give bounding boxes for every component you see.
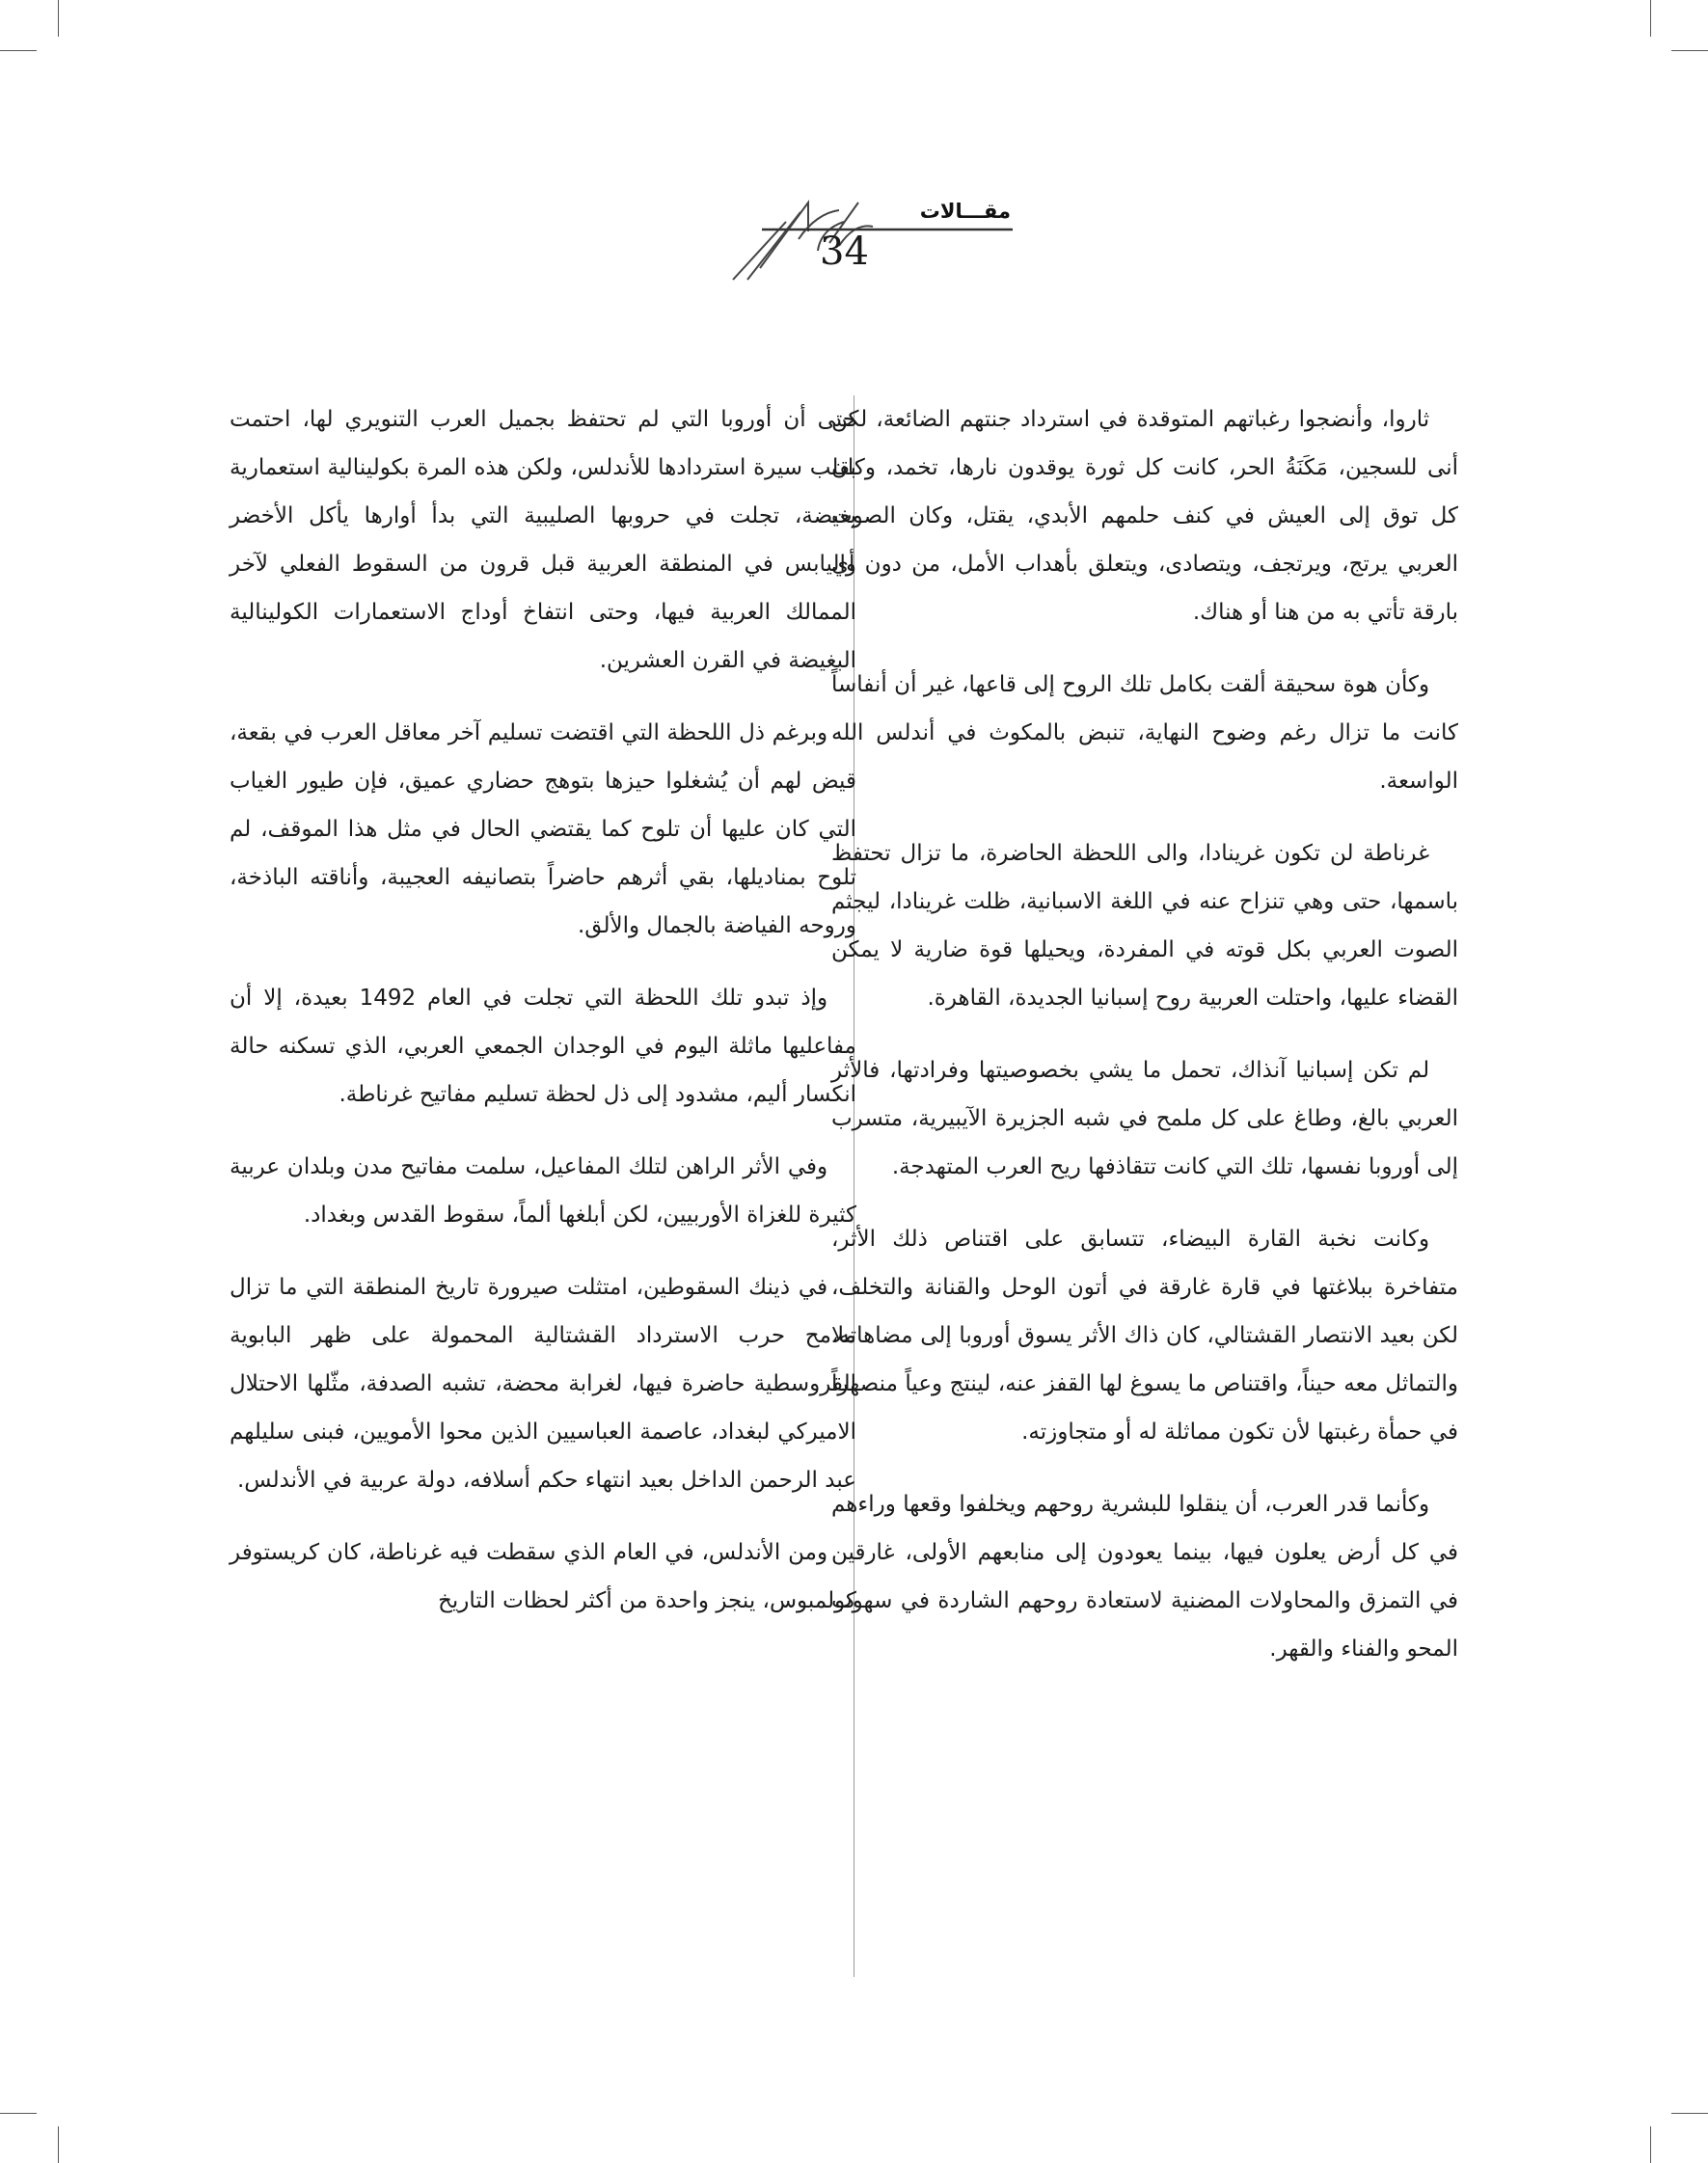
paragraph: في ذينك السقوطين، امتثلت صيرورة تاريخ المنطقة التي ما تزال ملامح حرب الاسترداد القشتالية المحمولة على ظهر البابوية القروسطية حاضرة فيها، لغرابة محضة، تشبه الصدفة، مثّلها الاحتلال الاميركي لبغداد، عاصمة العباسيين الذين محوا الأمويين، فبنى سليلهم عبد الرحمن الداخل بعيد انتهاء حكم أسلافه، دولة عربية في الأندلس. bbox=[230, 1275, 856, 1493]
page-number: 34 bbox=[820, 230, 869, 274]
paragraph: وكأن هوة سحيقة ألقت بكامل تلك الروح إلى قاعها، غير أن أنفاساً كانت ما تزال رغم وضوح النهاية، تنبض بالمكوث في أندلس الله الواسعة. bbox=[831, 672, 1458, 794]
crop-mark bbox=[1650, 0, 1651, 37]
paragraph: حتى أن أوروبا التي لم تحتفظ بجميل العرب التنويري لها، احتمت بقلب سيرة استردادها للأندلس، ولكن هذه المرة بكولينالية استعمارية بغيضة، تجلت في حروبها الصليبية التي بدأ أوارها يأكل الأخضر واليابس في المنطقة العربية قبل قرون من السقوط الفعلي لآخر الممالك العربية فيها، وحتى انتفاخ أوداج الاستعمارات الكولينالية البغيضة في القرن العشرين. bbox=[230, 407, 856, 673]
paragraph: وكأنما قدر العرب، أن ينقلوا للبشرية روحهم ويخلفوا وقعها وراءهم في كل أرض يعلون فيها، بينما يعودون إلى منابعهم الأولى، غارقين في التمزق والمحاولات المضنية لاستعادة روحهم الشاردة في سهوب المحو والفناء والقهر. bbox=[831, 1492, 1458, 1662]
crop-mark bbox=[0, 50, 37, 51]
right-column bbox=[831, 395, 1458, 1697]
section-label: مقـــالات bbox=[919, 200, 1011, 223]
paragraph: لم تكن إسبانيا آنذاك، تحمل ما يشي بخصوصيتها وفرادتها، فالأثر العربي بالغ، وطاغ على كل ملمح في شبه الجزيرة الآيبيرية، متسرب إلى أوروبا نفسها، تلك التي كانت تتقاذفها ريح العرب المتهدجة. bbox=[831, 1058, 1458, 1179]
crop-mark bbox=[0, 2113, 37, 2114]
left-column bbox=[230, 395, 856, 1649]
crop-mark bbox=[1671, 2113, 1708, 2114]
paragraph: غرناطة لن تكون غرينادا، والى اللحظة الحاضرة، ما تزال تحتفظ باسمها، حتى وهي تنزاح عنه في اللغة الاسبانية، ظلت غرينادا، ليجثم الصوت العربي بكل قوته في المفردة، ويحيلها قوة ضارية لا يمكن القضاء عليها، واحتلت العربية روح إسبانيا الجديدة، القاهرة. bbox=[831, 841, 1458, 1011]
crop-mark bbox=[58, 0, 59, 37]
paragraph: ثاروا، وأنضجوا رغباتهم المتوقدة في استرداد جنتهم الضائعة، لكن أنى للسجين، مَكَنَةُ الحر، كانت كل ثورة يوقدون نارها، تخمد، وكان كل توق إلى العيش في كنف حلمهم الأبدي، يقتل، وكان الصوت العربي يرتج، ويرتجف، ويتصادى، ويتعلق بأهداب الأمل، من دون أي بارقة تأتي به من هنا أو هناك. bbox=[831, 407, 1458, 625]
crop-mark bbox=[1650, 2126, 1651, 2163]
crop-mark bbox=[1671, 50, 1708, 51]
crop-mark bbox=[58, 2126, 59, 2163]
paragraph: وفي الأثر الراهن لتلك المفاعيل، سلمت مفاتيح مدن وبلدان عربية كثيرة للغزاة الأوربيين، لكن أبلغها ألماً، سقوط القدس وبغداد. bbox=[230, 1154, 856, 1228]
paragraph: ومن الأندلس، في العام الذي سقطت فيه غرناطة، كان كريستوفر كولمبوس، ينجز واحدة من أكثر لحظات التاريخ bbox=[230, 1540, 856, 1613]
paragraph: وإذ تبدو تلك اللحظة التي تجلت في العام 1492 بعيدة، إلا أن مفاعليها ماثلة اليوم في الوجدان الجمعي العربي، الذي تسكنه حالة انكسار أليم، مشدود إلى ذل لحظة تسليم مفاتيح غرناطة. bbox=[230, 986, 856, 1107]
page-header bbox=[694, 183, 1013, 289]
paragraph: وبرغم ذل اللحظة التي اقتضت تسليم آخر معاقل العرب في بقعة، قيض لهم أن يُشغلوا حيزها بتوهج حضاري عميق، فإن طيور الغياب التي كان عليها أن تلوح كما يقتضي الحال في مثل هذا الموقف، لم تلوح بمناديلها، بقي أثرهم حاضراً بتصانيفه العجيبة، وأناقته الباذخة، وروحه الفياضة بالجمال والألق. bbox=[230, 720, 856, 938]
paragraph: وكانت نخبة القارة البيضاء، تتسابق على اقتناص ذلك الأثر، متفاخرة ببلاغتها في قارة غارقة في أتون الوحل والقنانة والتخلف، لكن بعيد الانتصار القشتالي، كان ذاك الأثر يسوق أوروبا إلى مضاهاته، والتماثل معه حيناً، واقتناص ما يسوغ لها القفز عنه، لينتج وعياً منصهراً في حمأة رغبتها لأن تكون مماثلة له أو متجاوزته. bbox=[831, 1227, 1458, 1445]
